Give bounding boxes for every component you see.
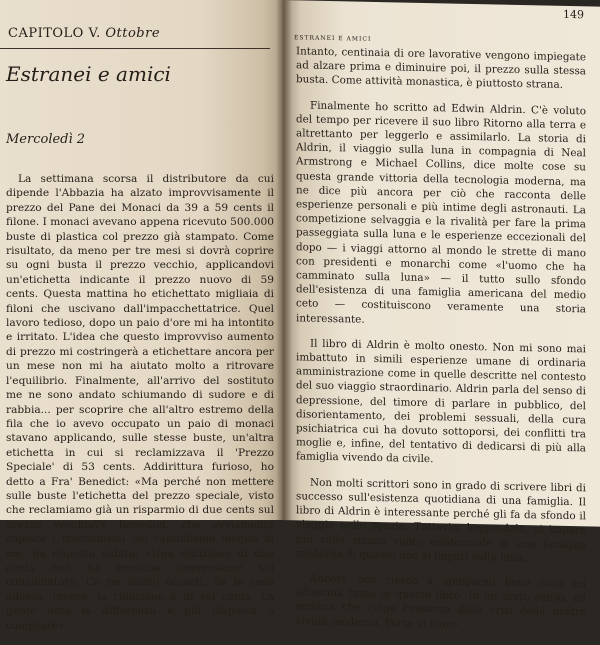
page-number: 149 bbox=[563, 7, 584, 22]
running-head-left bbox=[8, 26, 160, 41]
book-gutter bbox=[276, 0, 292, 520]
paragraph: Ancora non riesco a spiegarmi bene cosa mi affascina tanto in questo libro. In un certo senso, mi sembra che colga l'essenza della crisi della nostra civiltà moderna. Forse vi trovo bbox=[296, 572, 586, 631]
running-head-right: ESTRANEI E AMICI bbox=[294, 34, 372, 43]
section-date: Mercoledì 2 bbox=[6, 132, 86, 147]
left-body-paragraph: La settimana scorsa il distributore da cui dipende l'Abbazia ha alzato improvvisamente il prezzo del Pane dei Monaci da 39 a 59 cents il filone. I monaci avevano appena ricevuto 500.000 buste di plastica col prezzo già stampato. Come risultato, da meno per tre mesi si dovrà coprire su ogni busta il prezzo vecchio, applicandovi un'etichetta indicante il prezzo nuovo di 59 cents. Questa mattina ho etichettato migliaia di filoni che uscivano dall'impacchettatrice. Quel lavoro tedioso, dopo un paio d'ore mi ha intontito e irritato. L'idea che questo improvviso aumento di prezzo mi costringerà a etichettare ancora per un mese non mi ha aiutato molto a ritrovare l'equilibrio. Finalmente, all'arrivo del sostituto me ne sono andato schiumando di sudore e di rabbia... per scoprire che all'altro estremo della fila che io avevo occupato un paio di monaci stavano applicando, sulle stesse buste, un'altra etichetta in cui si reclamizzava il 'Prezzo Speciale' di 53 cents. Addirittura furioso, ho detto a Fra' Benedict: «Ma perché non mettere sulle buste l'etichetta del prezzo speciale, visto che reclamiamo già un risparmio di due cents sul prezzo vecchio?» Benedict, che ovviamente capisce i meccanismi del capitalismo meglio di me, ha risposto subito: «Una riduzione di due cents non ha nessuna impressione sul consumatore. Ce ne siamo accorti. Se le cose adesso, invece, la riduzione è di sei cents. La gente nota la differenza e più disposta a comprare». bbox=[6, 173, 274, 632]
paragraph: Finalmente ho scritto ad Edwin Aldrin. C'è voluto del tempo per ricevere il suo libro Ritorno alla terra e altrettanto per leggerlo e assimilarlo. La storia di Aldrin, il viaggio sulla luna in compagnia di Neal Armstrong e Michael Collins, dice molte cose su questa grande vittoria della tecnologia moderna, ma ne dice più ancora per ciò che racconta delle esperienze personali e più intime degli astronauti. La competizione selvaggia e la rivalità per fare la prima passeggiata sulla luna e le esperienze eccezionali del dopo — i viaggi attorno al mondo le strette di mano con presidenti e monarchi come «l'uomo che ha camminato sulla luna» — il tutto sullo sfondo dell'esistenza di una famiglia americana del medio ceto — costituiscono veramente una storia interessante. bbox=[296, 99, 586, 326]
chapter-title: Estranei e amici bbox=[6, 62, 171, 86]
left-page bbox=[0, 0, 286, 632]
paragraph: Intanto, centinaia di ore lavorative vengono impiegate ad alzare prima e diminuire poi, il prezzo sulla stessa busta. Come attività monastica, è piuttosto strana. bbox=[296, 45, 586, 92]
paragraph: Non molti scrittori sono in grado di scrivere libri di successo sull'esistenza quotidiana di una famiglia. Il libro di Aldrin è interessante perché gli fa da sfondo il viaggio nello spazio. Tuttavia, leggendolo, si impara più sullo strano vuoto esistenziale di una famiglia moderna di quanto non si impari sulla luna. bbox=[296, 476, 586, 564]
paragraph: Il libro di Aldrin è molto onesto. Non mi sono mai imbattuto in simili esperienze umane di ordinaria amministrazione come in quelle descritte nel contesto del suo viaggio straordinario. Aldrin parla del senso di depressione, del timore di parlare in pubblico, del disorientamento, dei problemi sessuali, della cura psichiatrica cui ha dovuto sottoporsi, dei conflitti tra moglie e, infine, del tentativo di dedicarsi di più alla famiglia vivendo da civile. bbox=[296, 337, 586, 466]
right-page-body bbox=[296, 44, 586, 645]
running-head-month: Ottobre bbox=[105, 26, 161, 41]
header-rule bbox=[0, 48, 270, 49]
right-page bbox=[282, 0, 600, 631]
left-page-body bbox=[6, 172, 274, 633]
running-head-chapter: CAPITOLO V. bbox=[8, 26, 101, 41]
